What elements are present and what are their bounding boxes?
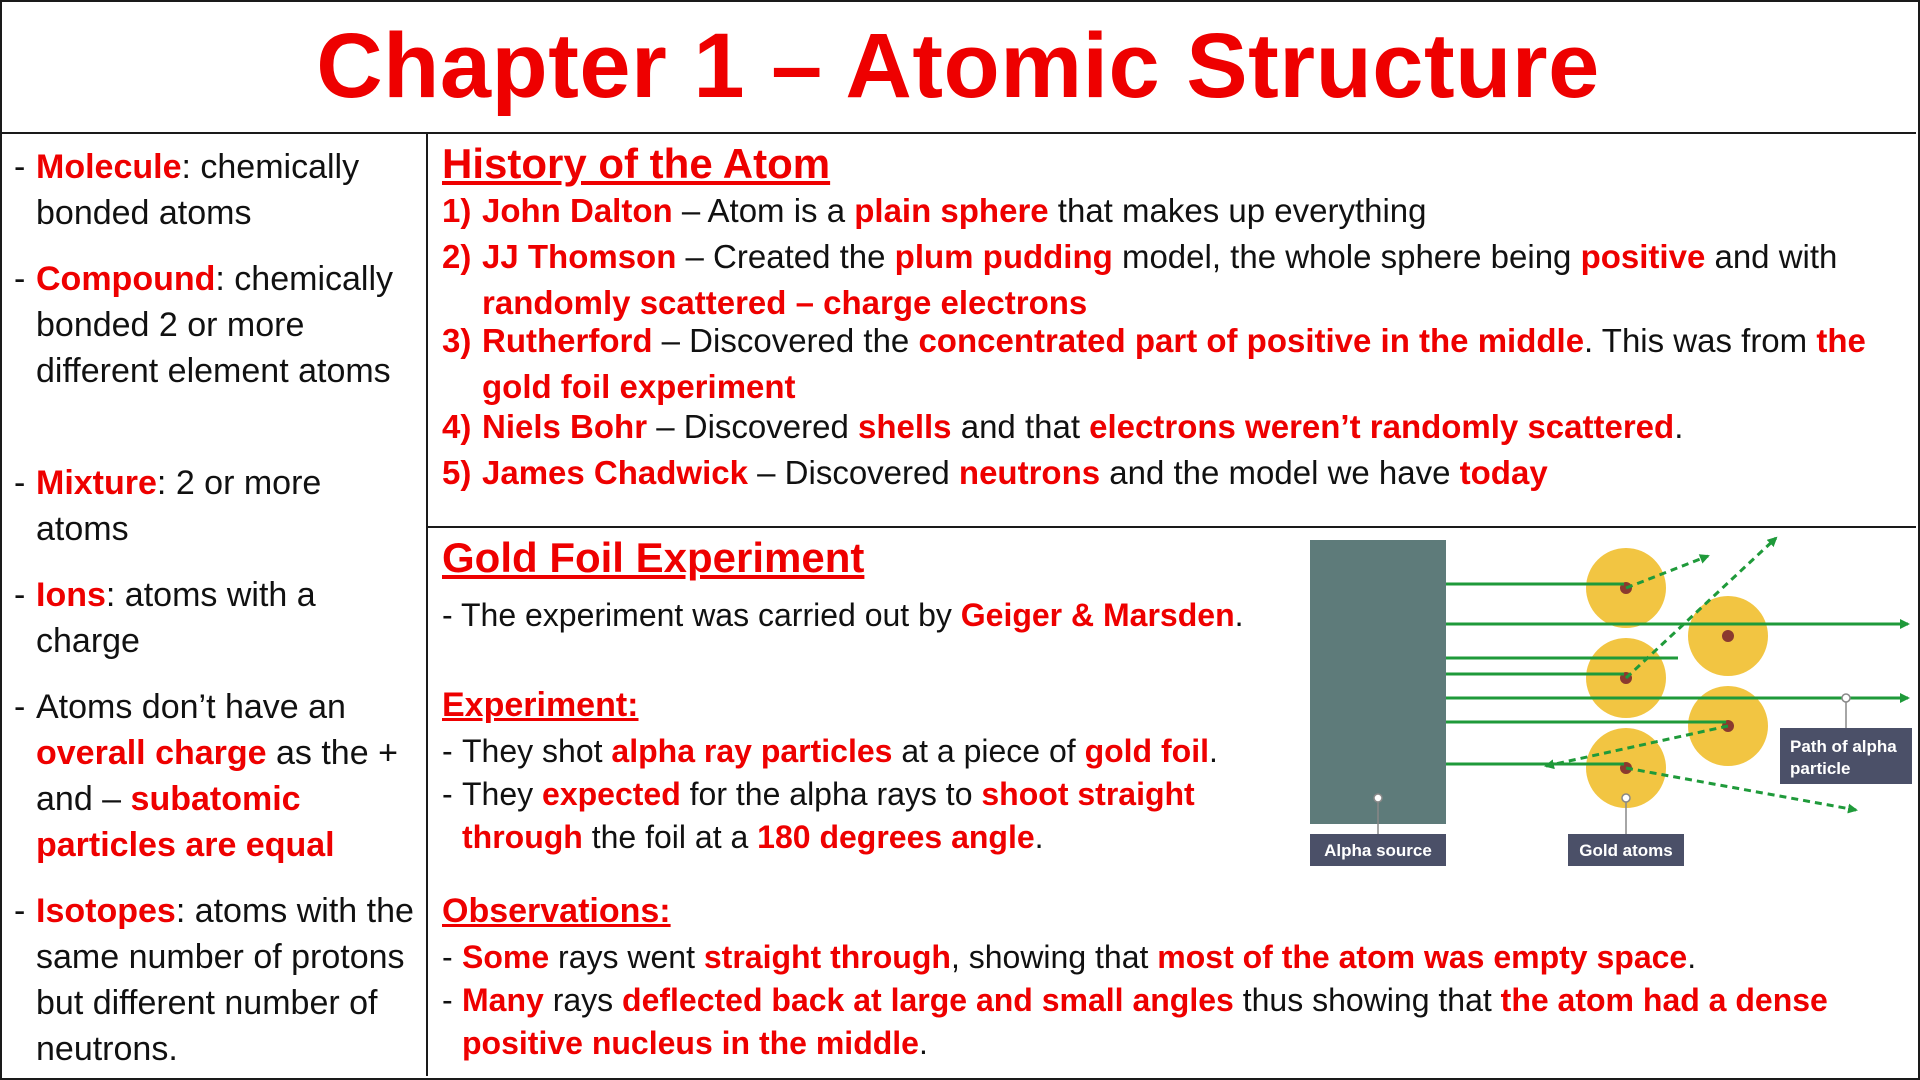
gold-foil-intro [442, 594, 1244, 637]
history-item-text [442, 188, 1902, 234]
body-text: rays went [549, 939, 704, 975]
body-text: – Discovered [647, 408, 858, 445]
atoms-charge-note: - Atoms don’t have an overall charge as the + and – subatomic particles are equal [14, 688, 398, 864]
definition-term: Molecule [36, 148, 182, 186]
note-text: as the + and – [36, 734, 398, 818]
history-item-number: 5) [442, 454, 472, 491]
svg-text:Gold atoms: Gold atoms [1579, 841, 1673, 860]
definition-mixture: - Mixture: 2 or more atoms [14, 464, 322, 548]
highlight-text: John Dalton [482, 192, 673, 229]
intro-highlight: Geiger & Marsden [960, 597, 1235, 633]
history-panel [428, 134, 1916, 528]
history-item-text [442, 450, 1902, 496]
intro-text: - The experiment was carried out by [442, 597, 961, 633]
body-text: They [462, 776, 543, 812]
highlight-text: the gold foil experiment [482, 322, 1866, 405]
observation-item [442, 979, 1882, 1065]
body-text: thus showing that [1233, 982, 1501, 1018]
highlight-text: shells [857, 408, 952, 445]
definition-term: Compound [36, 260, 216, 298]
history-item-text [442, 318, 1902, 410]
body-text: and with [1705, 238, 1838, 275]
history-item [442, 404, 1902, 450]
experiment-item [442, 730, 1322, 773]
history-item [442, 450, 1902, 496]
highlight-text: the atom had a dense positive nucleus in the middle [462, 982, 1828, 1061]
history-item [442, 188, 1902, 234]
definition-compound: - Compound: chemically bonded 2 or more different element atoms [14, 260, 394, 390]
body-text: that makes up everything [1048, 192, 1427, 229]
highlight-text: today [1459, 454, 1548, 491]
body-text: . [1687, 939, 1697, 975]
history-item-text [442, 404, 1902, 450]
definition-text: : chemically bonded 2 or more different element atoms [36, 260, 394, 390]
body-text: and the model we have [1100, 454, 1460, 491]
highlight-text: positive [1580, 238, 1706, 275]
bullet-dash: - [442, 939, 453, 975]
highlight-text: alpha ray particles [611, 733, 893, 769]
highlight-text: most of the atom was empty space [1157, 939, 1688, 975]
body-text: . This was from [1584, 322, 1817, 359]
bullet-text [442, 773, 1322, 859]
highlight-text: concentrated part of positive in the middle [918, 322, 1585, 359]
definition-isotopes: - Isotopes: atoms with the same number of protons but different number of neutrons. [14, 892, 414, 1068]
body-text: . [1674, 408, 1684, 445]
gold-foil-panel [428, 528, 1916, 1076]
highlight-text: plain sphere [854, 192, 1049, 229]
definition-term: Isotopes [36, 892, 176, 930]
highlight-text: neutrons [958, 454, 1101, 491]
svg-text:particle: particle [1790, 759, 1851, 778]
history-item-number: 2) [442, 238, 472, 275]
experiment-heading: Experiment: [442, 686, 639, 724]
highlight-text: Rutherford [482, 322, 653, 359]
body-text: They shot [462, 733, 612, 769]
body-text: and that [951, 408, 1090, 445]
history-item-number: 1) [442, 192, 472, 229]
definition-text: : atoms with a charge [36, 576, 316, 660]
bullet-text [442, 730, 1322, 773]
definition-term: Mixture [36, 464, 157, 502]
body-text: – Atom is a [672, 192, 855, 229]
intro-text: . [1234, 597, 1244, 633]
highlight-text: electrons weren’t randomly scattered [1089, 408, 1675, 445]
label-gold-atoms [1568, 834, 1684, 866]
definition-text: : chemically bonded atoms [36, 148, 360, 232]
label-path-of-alpha [1780, 728, 1912, 784]
definition-ions: - Ions: atoms with a charge [14, 576, 316, 660]
highlight-text: JJ Thomson [482, 238, 677, 275]
definitions-panel [0, 134, 428, 1076]
body-text: – Discovered the [652, 322, 919, 359]
body-text: . [918, 1025, 928, 1061]
body-text: rays [543, 982, 623, 1018]
bullet-text [442, 936, 1882, 979]
definition-molecule: - Molecule: chemically bonded atoms [14, 148, 360, 232]
gold-foil-diagram [1306, 528, 1916, 888]
note-highlight: overall charge [36, 734, 267, 772]
svg-text:Alpha source: Alpha source [1324, 841, 1432, 860]
body-text: – Discovered [747, 454, 959, 491]
highlight-text: gold foil [1084, 733, 1209, 769]
svg-text:Path of alpha: Path of alpha [1790, 737, 1897, 756]
bullet-dash: - [442, 776, 453, 812]
body-text: . [1208, 733, 1218, 769]
history-item [442, 318, 1902, 410]
bullet-dash: - [442, 733, 453, 769]
body-text: the foil at a [582, 819, 758, 855]
body-text: for the alpha rays to [680, 776, 982, 812]
gold-atoms [1586, 548, 1768, 808]
body-text: model, the whole sphere being [1112, 238, 1581, 275]
bullet-dash: - [442, 982, 453, 1018]
definition-term: Ions [36, 576, 106, 614]
body-text: – Created the [676, 238, 895, 275]
history-heading: History of the Atom [442, 140, 831, 187]
observation-item [442, 936, 1882, 979]
label-alpha-source [1310, 834, 1446, 866]
experiment-item [442, 773, 1322, 859]
highlight-text: deflected back at large and small angles [622, 982, 1234, 1018]
highlight-text: straight through [703, 939, 951, 975]
highlight-text: expected [542, 776, 681, 812]
body-text: at a piece of [892, 733, 1085, 769]
highlight-text: 180 degrees angle [757, 819, 1035, 855]
note-highlight: subatomic particles are equal [36, 780, 335, 864]
history-item-number: 4) [442, 408, 472, 445]
highlight-text: plum pudding [894, 238, 1113, 275]
highlight-text: James Chadwick [482, 454, 748, 491]
note-text: Atoms don’t have an [36, 688, 346, 726]
highlight-text: Many [462, 982, 544, 1018]
definition-text: : atoms with the same number of protons but different number of neutrons. [36, 892, 414, 1068]
highlight-text: randomly scattered – charge electrons [482, 284, 1088, 321]
observations-heading: Observations: [442, 892, 671, 930]
alpha-source-block [1310, 540, 1446, 824]
bullet-text [442, 979, 1882, 1065]
history-item-text [442, 234, 1902, 326]
highlight-text: Some [462, 939, 550, 975]
highlight-text: Niels Bohr [482, 408, 648, 445]
gold-foil-heading: Gold Foil Experiment [442, 534, 865, 581]
highlight-text: shoot straight through [462, 776, 1195, 855]
definition-text: : 2 or more atoms [36, 464, 322, 548]
body-text: . [1034, 819, 1044, 855]
body-text: , showing that [950, 939, 1158, 975]
page-title: Chapter 1 – Atomic Structure [0, 0, 1916, 134]
history-item [442, 234, 1902, 326]
history-item-number: 3) [442, 322, 472, 359]
